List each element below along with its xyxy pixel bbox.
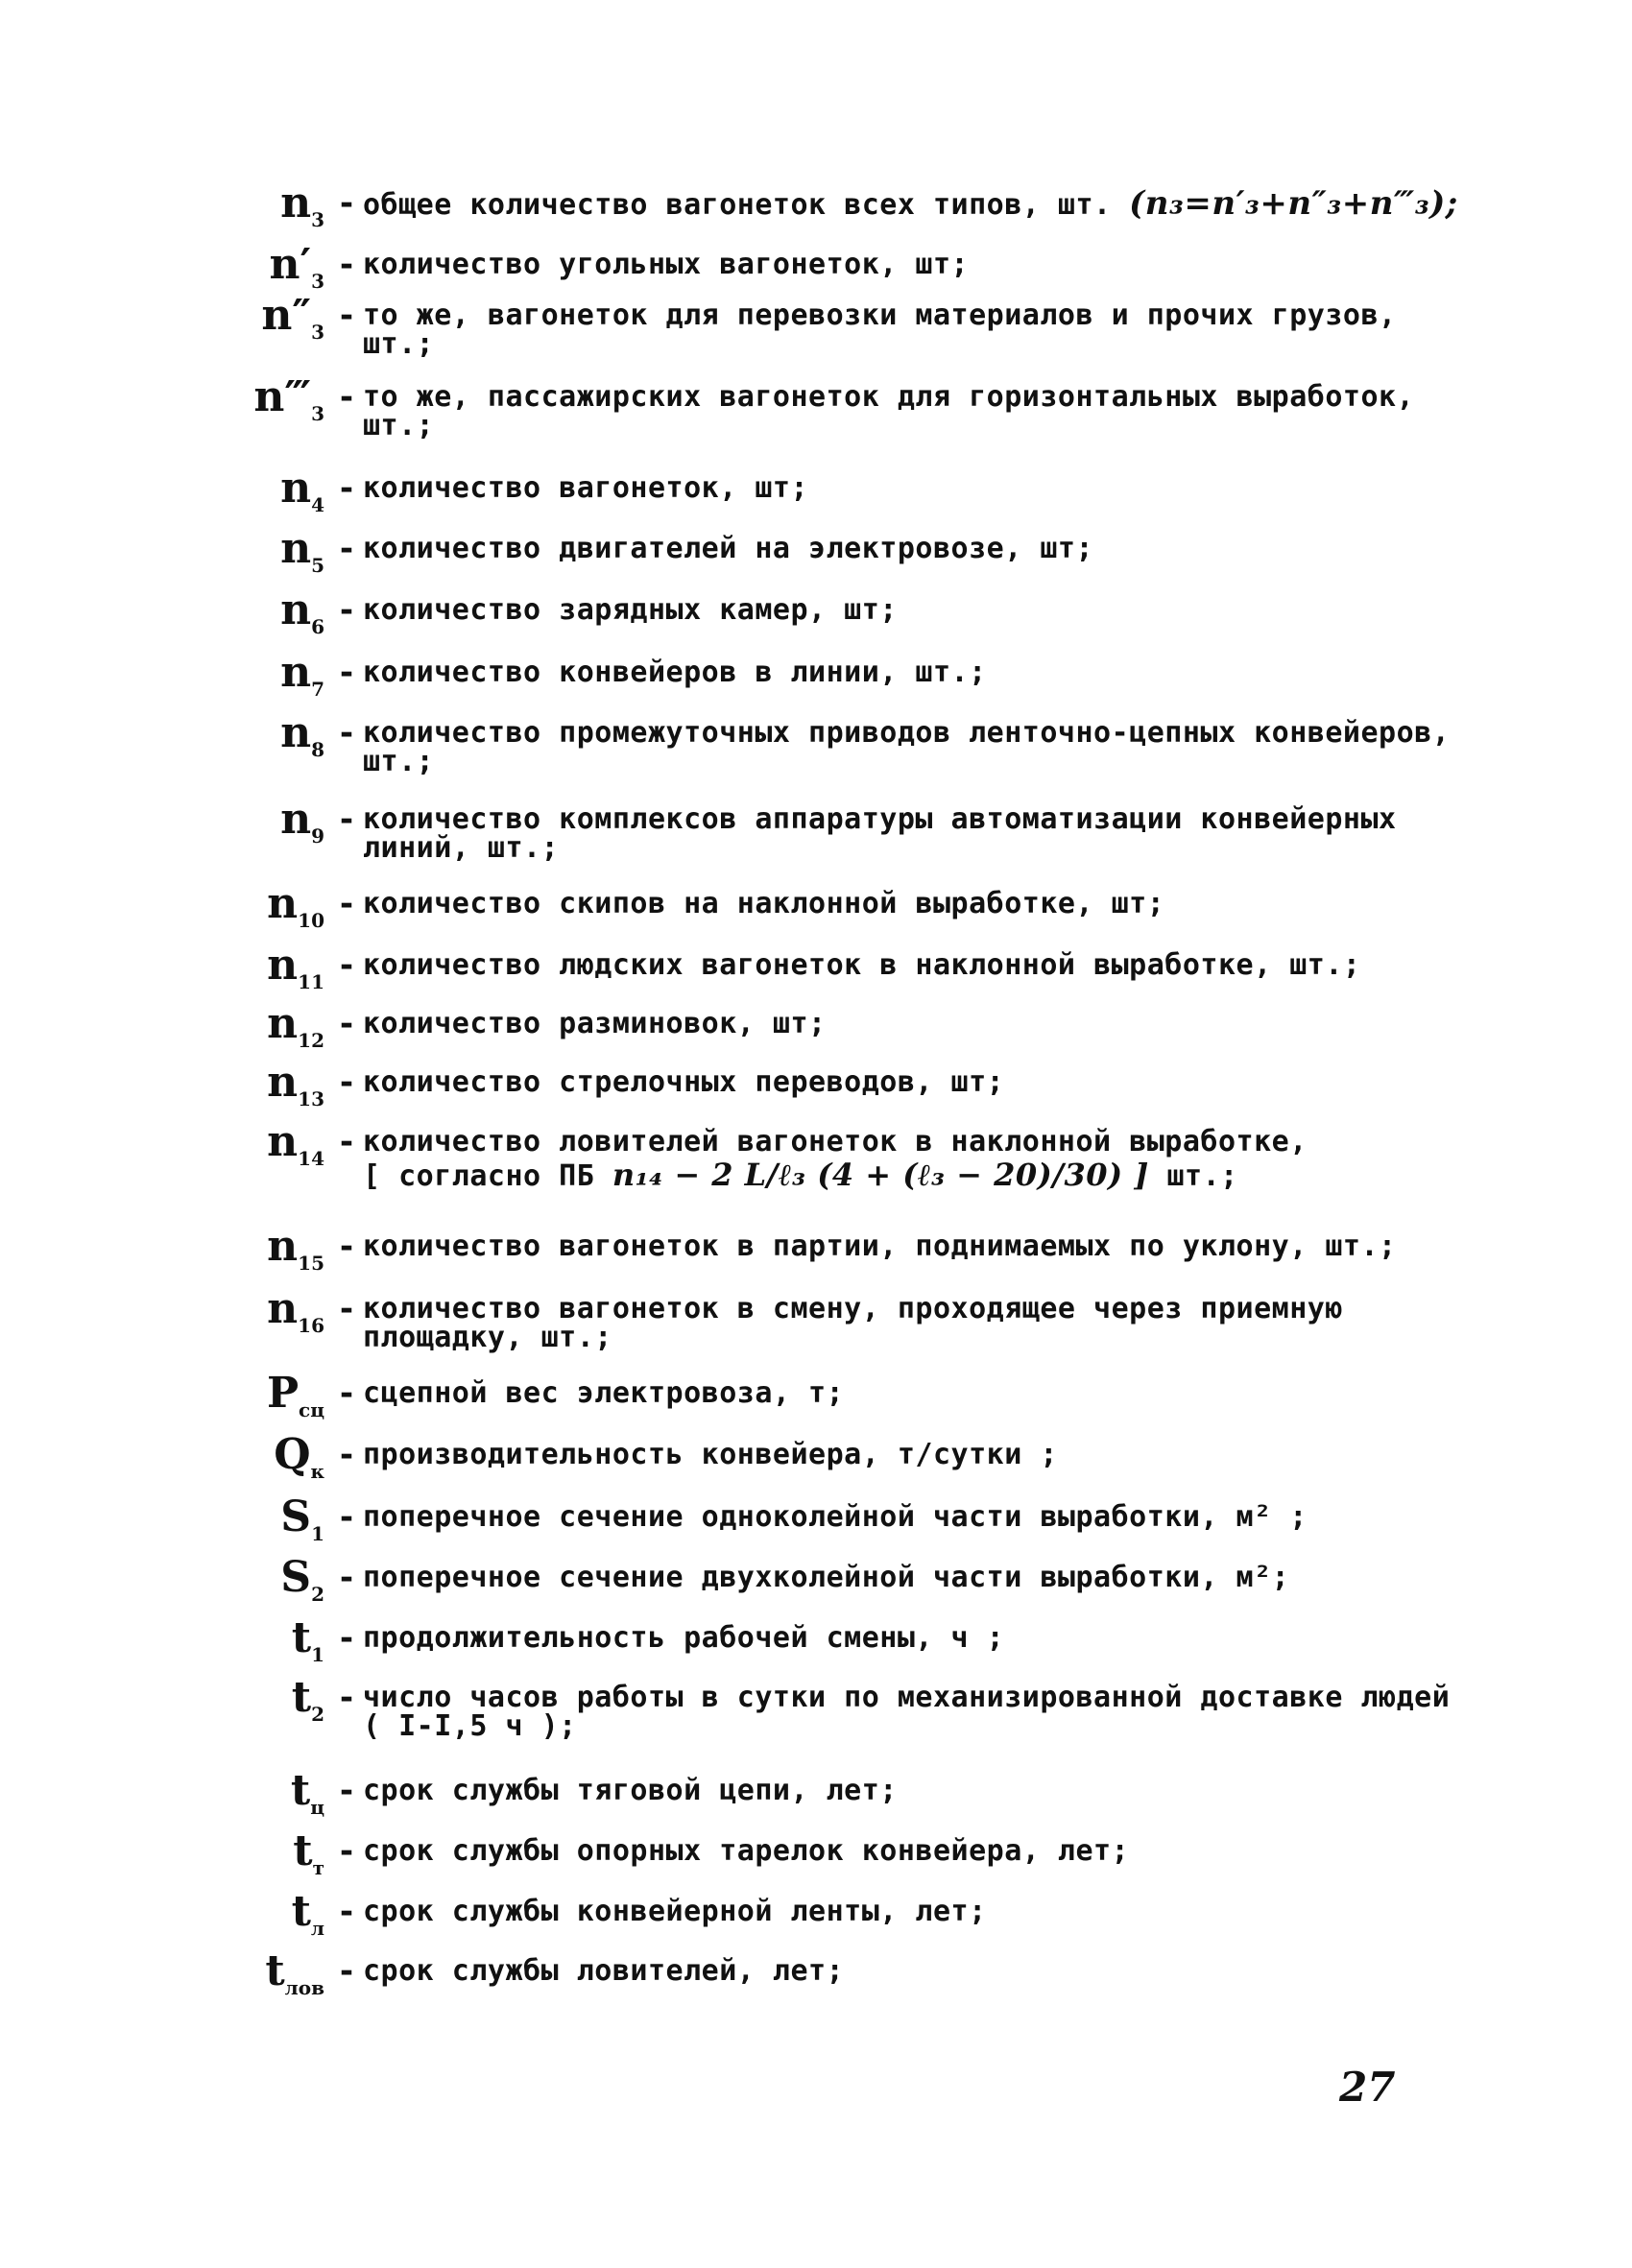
definition-text: количество вагонеток в смену, проходящее через приемную площадку, шт.; bbox=[363, 1292, 1343, 1354]
symbol: $Q_к$ bbox=[274, 1430, 324, 1483]
symbol: $n‴_3$ bbox=[253, 372, 324, 425]
definition-n7: $n_7$ - количество конвейеров в линии, шт.; bbox=[221, 650, 1469, 712]
definition-text: сцепной вес электровоза, т; bbox=[363, 1376, 845, 1410]
definition-text: срок службы конвейерной ленты, лет; bbox=[363, 1895, 987, 1928]
symbol: $n_8$ bbox=[280, 708, 324, 761]
definition-text: количество промежуточных приводов ленточно-цепных конвейеров, шт.; bbox=[363, 716, 1451, 778]
symbol: $n_9$ bbox=[280, 795, 324, 848]
definition-tc: $t_ц$ - срок службы тяговой цепи, лет; bbox=[221, 1768, 1469, 1830]
definition-n14: $n_{14}$ - количество ловителей вагонеток в наклонной выработке, [ согласно ПБ n₁₄ − 2 L/ℓ₃ (4 + (ℓ₃ − 20)/30) ] шт.; bbox=[221, 1119, 1469, 1193]
definition-n9: $n_9$ - количество комплексов аппаратуры автоматизации конвейерных линий, шт.; bbox=[221, 797, 1469, 863]
definition-text: количество двигателей на электровозе, шт; bbox=[363, 532, 1094, 565]
definition-n4: $n_4$ - количество вагонеток, шт; bbox=[221, 466, 1469, 528]
definition-n6: $n_6$ - количество зарядных камер, шт; bbox=[221, 587, 1469, 650]
definition-text: количество стрелочных переводов, шт; bbox=[363, 1065, 1005, 1099]
definition-text: поперечное сечение двухколейной части выработки, м²; bbox=[363, 1561, 1290, 1594]
definition-n10: $n_{10}$ - количество скипов на наклонной выработке, шт; bbox=[221, 881, 1469, 943]
definition-text: количество ловителей вагонеток в наклонной выработке, [ согласно ПБ n₁₄ − 2 L/ℓ₃ (4 + (ℓ₃ − 20)/30) ] шт.; bbox=[363, 1119, 1469, 1193]
definition-tt: $t_т$ - срок службы опорных тарелок конвейера, лет; bbox=[221, 1828, 1469, 1891]
symbol: $t_ц$ bbox=[290, 1766, 324, 1819]
symbol: $n_{11}$ bbox=[267, 941, 324, 993]
definition-t2: $t_2$ - число часов работы в сутки по механизированной доставке людей ( I-I,5 ч ); bbox=[221, 1675, 1469, 1741]
definition-n3: $n_3$ - общее количество вагонеток всех типов, шт. (n₃=n′₃+n″₃+n‴₃); bbox=[221, 180, 1469, 243]
symbol: $n_6$ bbox=[280, 585, 324, 638]
symbol: $n_{12}$ bbox=[267, 999, 324, 1052]
symbol: $n''_3$ bbox=[261, 291, 324, 344]
definition-tl: $t_л$ - срок службы конвейерной ленты, лет; bbox=[221, 1889, 1469, 1951]
definition-text: то же, вагонеток для перевозки материалов и прочих грузов, шт.; bbox=[363, 298, 1397, 361]
definition-n11: $n_{11}$ - количество людских вагонеток в наклонной выработке, шт.; bbox=[221, 943, 1469, 1005]
definition-text: количество вагонеток, шт; bbox=[363, 471, 809, 505]
symbol: $n_5$ bbox=[280, 524, 324, 577]
definition-text: общее количество вагонеток всех типов, шт. (n₃=n′₃+n″₃+n‴₃); bbox=[363, 184, 1458, 223]
symbol: $t_1$ bbox=[291, 1613, 324, 1666]
definition-n15: $n_{15}$ - количество вагонеток в партии, поднимаемых по уклону, шт.; bbox=[221, 1224, 1469, 1286]
formula: (n₃=n′₃+n″₃+n‴₃); bbox=[1129, 184, 1458, 223]
symbol: $n_4$ bbox=[280, 464, 324, 516]
definition-text: количество зарядных камер, шт; bbox=[363, 593, 898, 627]
page-number: 27 bbox=[1339, 2064, 1396, 2111]
definition-text: количество комплексов аппаратуры автоматизации конвейерных линий, шт.; bbox=[363, 802, 1397, 865]
symbol: $n_7$ bbox=[280, 648, 324, 701]
definition-text: продолжительность рабочей смены, ч ; bbox=[363, 1621, 1005, 1655]
definition-text: производительность конвейера, т/сутки ; bbox=[363, 1438, 1058, 1471]
definition-text: количество людских вагонеток в наклонной выработке, шт.; bbox=[363, 948, 1361, 982]
definition-n8: $n_8$ - количество промежуточных приводов ленточно-цепных конвейеров, шт.; bbox=[221, 710, 1469, 776]
definition-text: количество конвейеров в линии, шт.; bbox=[363, 656, 987, 689]
definition-s2: $S_2$ - поперечное сечение двухколейной части выработки, м²; bbox=[221, 1555, 1469, 1617]
definition-n13: $n_{13}$ - количество стрелочных переводов, шт; bbox=[221, 1060, 1469, 1122]
definition-n3-triple-prime: $n‴_3$ - то же, пассажирских вагонеток для горизонтальных выработок, шт.; bbox=[221, 374, 1469, 441]
symbol: $t_2$ bbox=[291, 1673, 324, 1726]
symbol: $S_2$ bbox=[280, 1553, 324, 1606]
symbol: $t_{лов}$ bbox=[265, 1946, 324, 1999]
symbol: $t_т$ bbox=[293, 1826, 324, 1879]
definition-text: количество вагонеток в партии, поднимаемых по уклону, шт.; bbox=[363, 1229, 1397, 1263]
definition-text: количество разминовок, шт; bbox=[363, 1007, 827, 1040]
formula: n₁₄ − 2 L/ℓ₃ (4 + (ℓ₃ − 20)/30) ] bbox=[612, 1157, 1149, 1193]
symbol: $n_{14}$ bbox=[267, 1117, 324, 1170]
definition-t1: $t_1$ - продолжительность рабочей смены, ч ; bbox=[221, 1615, 1469, 1678]
symbol: $n_{10}$ bbox=[267, 879, 324, 932]
definition-text: поперечное сечение одноколейной части выработки, м² ; bbox=[363, 1500, 1308, 1534]
definition-text: срок службы ловителей, лет; bbox=[363, 1954, 845, 1988]
definition-psc: $P_{сц}$ - сцепной вес электровоза, т; bbox=[221, 1371, 1469, 1433]
symbol: $n'_3$ bbox=[269, 240, 324, 293]
symbol: $n_{16}$ bbox=[267, 1284, 324, 1337]
definition-qk: $Q_к$ - производительность конвейера, т/сутки ; bbox=[221, 1432, 1469, 1494]
definition-text: срок службы опорных тарелок конвейера, лет; bbox=[363, 1834, 1130, 1868]
definition-n16: $n_{16}$ - количество вагонеток в смену, проходящее через приемную площадку, шт.; bbox=[221, 1286, 1469, 1352]
definition-n5: $n_5$ - количество двигателей на электровозе, шт; bbox=[221, 526, 1469, 588]
symbol: $t_л$ bbox=[291, 1887, 324, 1940]
formula-line: [ согласно ПБ n₁₄ − 2 L/ℓ₃ (4 + (ℓ₃ − 20)/30) ] шт.; bbox=[363, 1157, 1238, 1193]
symbol: $n_{15}$ bbox=[267, 1222, 324, 1275]
definition-text: срок службы тяговой цепи, лет; bbox=[363, 1774, 898, 1807]
definition-text: количество угольных вагонеток, шт; bbox=[363, 248, 970, 281]
definition-n3-double-prime: $n''_3$ - то же, вагонеток для перевозки материалов и прочих грузов, шт.; bbox=[221, 293, 1469, 359]
definition-n3-prime: $n'_3$ - количество угольных вагонеток, шт; bbox=[221, 242, 1469, 304]
symbol: $n_3$ bbox=[280, 179, 324, 231]
definition-text: то же, пассажирских вагонеток для горизонтальных выработок, шт.; bbox=[363, 380, 1415, 442]
definition-text: количество скипов на наклонной выработке, шт; bbox=[363, 887, 1165, 920]
definition-tlov: $t_{лов}$ - срок службы ловителей, лет; bbox=[221, 1948, 1469, 2011]
symbol: $P_{сц}$ bbox=[266, 1369, 324, 1421]
definition-n12: $n_{12}$ - количество разминовок, шт; bbox=[221, 1001, 1469, 1063]
definition-text: число часов работы в сутки по механизированной доставке людей ( I-I,5 ч ); bbox=[363, 1681, 1451, 1743]
symbol: $n_{13}$ bbox=[267, 1058, 324, 1110]
definition-s1: $S_1$ - поперечное сечение одноколейной части выработки, м² ; bbox=[221, 1494, 1469, 1557]
symbol: $S_1$ bbox=[280, 1492, 324, 1545]
